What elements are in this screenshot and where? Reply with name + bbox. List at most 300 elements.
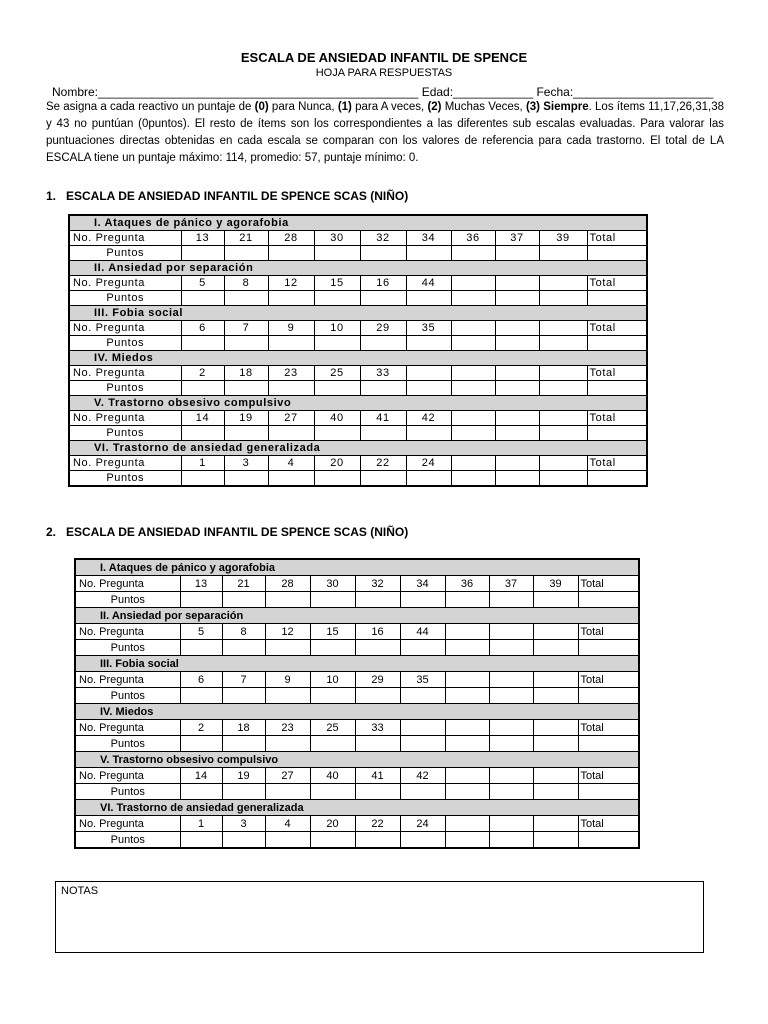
points-cell[interactable] <box>355 688 400 704</box>
question-row <box>75 576 639 592</box>
subscale-header-row <box>69 396 647 411</box>
question-row <box>75 624 639 640</box>
points-cell[interactable] <box>451 246 495 261</box>
points-cell[interactable] <box>314 426 360 441</box>
points-cell[interactable] <box>445 736 489 752</box>
points-row <box>69 381 647 396</box>
points-cell[interactable] <box>495 381 539 396</box>
question-number-cell <box>533 768 578 784</box>
points-cell[interactable] <box>224 246 268 261</box>
subscale-title: V. Trastorno obsesivo compulsivo <box>69 396 647 411</box>
question-number-cell: 37 <box>489 576 533 592</box>
question-number-cell <box>533 624 578 640</box>
points-cell[interactable] <box>310 784 355 800</box>
points-cell[interactable] <box>539 426 587 441</box>
subscale-header-row <box>75 608 639 624</box>
points-cell[interactable] <box>445 832 489 849</box>
question-number-cell: 41 <box>355 768 400 784</box>
question-row <box>69 456 647 471</box>
points-cell[interactable] <box>406 336 451 351</box>
points-cell[interactable] <box>314 381 360 396</box>
points-cell[interactable] <box>360 336 406 351</box>
points-cell[interactable] <box>400 784 445 800</box>
question-number-cell: 34 <box>406 231 451 246</box>
document-subtitle: HOJA PARA RESPUESTAS <box>315 67 453 79</box>
subscale-header-row <box>75 656 639 672</box>
intro-text: Muchas Veces, <box>441 101 526 113</box>
points-cell[interactable] <box>268 246 314 261</box>
total-points-cell[interactable] <box>587 291 647 306</box>
points-cell[interactable] <box>360 291 406 306</box>
intro-text: . Los ítems 11,17,26,31,38 y 43 no puntúan (0puntos). El resto de ítems son los correspondientes a las diferentes sub escalas evaluadas. Para valorar las puntuaciones directas obtenidas en cada escala se comparan con los valores de referencia para cada trastorno. El total de LA ESCALA tiene un puntaje máximo: 114, promedio: 57, puntaje mínimo: 0. <box>46 101 725 164</box>
points-cell[interactable] <box>400 640 445 656</box>
points-cell[interactable] <box>533 640 578 656</box>
total-label-cell: Total <box>578 624 639 640</box>
points-cell[interactable] <box>539 246 587 261</box>
points-cell[interactable] <box>533 784 578 800</box>
question-number-cell: 20 <box>310 816 355 832</box>
instructions-paragraph <box>46 99 724 167</box>
question-number-cell: 44 <box>406 276 451 291</box>
points-cell[interactable] <box>495 426 539 441</box>
question-number-cell <box>489 720 533 736</box>
total-label-cell: Total <box>587 276 647 291</box>
question-number-cell <box>495 456 539 471</box>
points-cell[interactable] <box>310 832 355 849</box>
points-cell[interactable] <box>180 640 222 656</box>
question-number-cell <box>539 456 587 471</box>
points-cell[interactable] <box>451 381 495 396</box>
points-cell[interactable] <box>406 381 451 396</box>
points-cell[interactable] <box>181 381 224 396</box>
question-number-cell <box>539 366 587 381</box>
intro-score-3: (3) <box>525 101 541 113</box>
points-cell[interactable] <box>360 471 406 487</box>
points-cell[interactable] <box>400 592 445 608</box>
points-cell[interactable] <box>222 784 265 800</box>
question-number-cell: 18 <box>224 366 268 381</box>
subscale-header-row <box>69 306 647 321</box>
notes-label: NOTAS <box>61 885 99 897</box>
points-cell[interactable] <box>181 336 224 351</box>
points-cell[interactable] <box>355 784 400 800</box>
question-row-label: No. Pregunta <box>69 321 181 336</box>
points-cell[interactable] <box>265 640 310 656</box>
points-cell[interactable] <box>495 336 539 351</box>
points-cell[interactable] <box>489 688 533 704</box>
points-cell[interactable] <box>489 640 533 656</box>
total-label-cell: Total <box>578 720 639 736</box>
question-number-cell <box>495 321 539 336</box>
intro-score-2: (2) <box>427 101 442 113</box>
points-cell[interactable] <box>310 688 355 704</box>
question-number-cell: 6 <box>180 672 222 688</box>
points-cell[interactable] <box>224 381 268 396</box>
points-cell[interactable] <box>224 291 268 306</box>
subscale-title: III. Fobia social <box>75 656 639 672</box>
question-number-cell <box>533 816 578 832</box>
question-number-cell <box>489 672 533 688</box>
question-number-cell <box>406 366 451 381</box>
question-row-label: No. Pregunta <box>75 816 180 832</box>
question-number-cell: 16 <box>360 276 406 291</box>
subscale-title: VI. Trastorno de ansiedad generalizada <box>75 800 639 816</box>
points-cell[interactable] <box>180 736 222 752</box>
intro-score-0: (0) <box>254 101 269 113</box>
question-number-cell: 3 <box>224 456 268 471</box>
points-cell[interactable] <box>222 592 265 608</box>
points-cell[interactable] <box>268 381 314 396</box>
total-points-cell[interactable] <box>587 471 647 487</box>
question-row <box>75 672 639 688</box>
subscale-title: VI. Trastorno de ansiedad generalizada <box>69 441 647 456</box>
points-cell[interactable] <box>533 736 578 752</box>
subscale-title: V. Trastorno obsesivo compulsivo <box>75 752 639 768</box>
intro-text: Se asigna a cada reactivo un puntaje de <box>46 101 255 113</box>
points-cell[interactable] <box>445 592 489 608</box>
points-cell[interactable] <box>265 592 310 608</box>
points-row <box>69 471 647 487</box>
question-number-cell: 5 <box>181 276 224 291</box>
total-label-cell: Total <box>578 768 639 784</box>
total-label-cell: Total <box>587 321 647 336</box>
points-cell[interactable] <box>451 336 495 351</box>
points-cell[interactable] <box>533 688 578 704</box>
intro-text: Siempre <box>540 101 589 113</box>
question-number-cell: 4 <box>268 456 314 471</box>
total-label-cell: Total <box>578 576 639 592</box>
question-row-label: No. Pregunta <box>69 276 181 291</box>
points-cell[interactable] <box>539 336 587 351</box>
points-cell[interactable] <box>451 426 495 441</box>
question-number-cell <box>489 624 533 640</box>
points-cell[interactable] <box>314 471 360 487</box>
question-number-cell: 23 <box>265 720 310 736</box>
points-cell[interactable] <box>406 246 451 261</box>
points-cell[interactable] <box>181 426 224 441</box>
question-row <box>69 321 647 336</box>
total-label-cell: Total <box>578 672 639 688</box>
question-number-cell: 29 <box>355 672 400 688</box>
points-cell[interactable] <box>355 736 400 752</box>
question-row-label: No. Pregunta <box>75 672 180 688</box>
points-cell[interactable] <box>265 784 310 800</box>
question-number-cell: 14 <box>181 411 224 426</box>
points-cell[interactable] <box>222 736 265 752</box>
question-number-cell: 35 <box>406 321 451 336</box>
points-row <box>75 592 639 608</box>
points-cell[interactable] <box>355 592 400 608</box>
scale-table-2 <box>74 558 640 849</box>
points-row-label: Puntos <box>75 592 180 608</box>
points-cell[interactable] <box>181 471 224 487</box>
total-label-cell: Total <box>578 816 639 832</box>
total-points-cell[interactable] <box>578 592 639 608</box>
points-row <box>75 832 639 849</box>
points-cell[interactable] <box>310 640 355 656</box>
question-number-cell: 7 <box>224 321 268 336</box>
total-points-cell[interactable] <box>578 640 639 656</box>
question-number-cell: 15 <box>310 624 355 640</box>
question-number-cell <box>445 672 489 688</box>
points-cell[interactable] <box>539 291 587 306</box>
intro-score-1: (1) <box>337 101 352 113</box>
question-number-cell: 36 <box>451 231 495 246</box>
points-cell[interactable] <box>310 592 355 608</box>
question-number-cell: 42 <box>406 411 451 426</box>
question-number-cell <box>451 456 495 471</box>
points-cell[interactable] <box>355 640 400 656</box>
question-number-cell: 29 <box>360 321 406 336</box>
points-row-label: Puntos <box>69 291 181 306</box>
points-cell[interactable] <box>451 291 495 306</box>
question-number-cell <box>445 624 489 640</box>
total-points-cell[interactable] <box>587 381 647 396</box>
question-number-cell: 21 <box>224 231 268 246</box>
subscale-header-row <box>75 704 639 720</box>
points-cell[interactable] <box>489 592 533 608</box>
points-cell[interactable] <box>314 246 360 261</box>
points-cell[interactable] <box>495 246 539 261</box>
points-row-label: Puntos <box>69 471 181 487</box>
points-cell[interactable] <box>533 592 578 608</box>
points-row-label: Puntos <box>69 426 181 441</box>
question-number-cell: 32 <box>355 576 400 592</box>
points-cell[interactable] <box>224 471 268 487</box>
question-number-cell: 2 <box>180 720 222 736</box>
question-number-cell: 1 <box>180 816 222 832</box>
question-number-cell: 16 <box>355 624 400 640</box>
subscale-title: III. Fobia social <box>69 306 647 321</box>
question-number-cell <box>539 321 587 336</box>
total-label-cell: Total <box>587 411 647 426</box>
question-number-cell: 25 <box>310 720 355 736</box>
points-cell[interactable] <box>495 291 539 306</box>
points-cell[interactable] <box>268 471 314 487</box>
total-label-cell: Total <box>587 366 647 381</box>
points-cell[interactable] <box>314 291 360 306</box>
points-cell[interactable] <box>360 426 406 441</box>
points-row <box>69 426 647 441</box>
question-number-cell: 30 <box>314 231 360 246</box>
question-number-cell <box>445 768 489 784</box>
points-cell[interactable] <box>445 688 489 704</box>
points-cell[interactable] <box>445 640 489 656</box>
question-number-cell: 33 <box>360 366 406 381</box>
points-cell[interactable] <box>533 832 578 849</box>
subscale-header-row <box>69 351 647 366</box>
question-row-label: No. Pregunta <box>75 768 180 784</box>
question-number-cell: 44 <box>400 624 445 640</box>
question-number-cell <box>539 411 587 426</box>
points-row-label: Puntos <box>69 336 181 351</box>
points-cell[interactable] <box>445 784 489 800</box>
points-cell[interactable] <box>451 471 495 487</box>
points-row-label: Puntos <box>75 640 180 656</box>
subscale-title: I. Ataques de pánico y agorafobia <box>75 559 639 576</box>
points-cell[interactable] <box>180 592 222 608</box>
points-cell[interactable] <box>495 471 539 487</box>
points-cell[interactable] <box>222 640 265 656</box>
points-cell[interactable] <box>400 688 445 704</box>
points-cell[interactable] <box>406 291 451 306</box>
total-points-cell[interactable] <box>578 784 639 800</box>
subscale-header-row <box>69 261 647 276</box>
question-row <box>75 816 639 832</box>
question-number-cell <box>445 720 489 736</box>
points-row-label: Puntos <box>75 736 180 752</box>
total-points-cell[interactable] <box>578 688 639 704</box>
points-cell[interactable] <box>265 832 310 849</box>
points-cell[interactable] <box>400 736 445 752</box>
subscale-title: IV. Miedos <box>75 704 639 720</box>
total-points-cell[interactable] <box>578 736 639 752</box>
question-row-label: No. Pregunta <box>69 231 181 246</box>
points-row-label: Puntos <box>69 381 181 396</box>
points-cell[interactable] <box>181 291 224 306</box>
question-row-label: No. Pregunta <box>69 411 181 426</box>
question-number-cell: 23 <box>268 366 314 381</box>
question-number-cell: 4 <box>265 816 310 832</box>
points-row-label: Puntos <box>75 688 180 704</box>
points-cell[interactable] <box>360 381 406 396</box>
points-cell[interactable] <box>224 426 268 441</box>
question-number-cell: 33 <box>355 720 400 736</box>
question-number-cell: 3 <box>222 816 265 832</box>
points-cell[interactable] <box>406 471 451 487</box>
question-number-cell: 19 <box>224 411 268 426</box>
total-points-cell[interactable] <box>587 426 647 441</box>
points-cell[interactable] <box>400 832 445 849</box>
points-cell[interactable] <box>268 426 314 441</box>
question-number-cell <box>451 321 495 336</box>
points-cell[interactable] <box>180 832 222 849</box>
question-number-cell: 2 <box>181 366 224 381</box>
points-cell[interactable] <box>222 688 265 704</box>
question-number-cell: 9 <box>265 672 310 688</box>
points-cell[interactable] <box>355 832 400 849</box>
question-number-cell: 19 <box>222 768 265 784</box>
points-cell[interactable] <box>539 381 587 396</box>
question-row <box>75 720 639 736</box>
question-number-cell <box>451 411 495 426</box>
subscale-title: II. Ansiedad por separación <box>69 261 647 276</box>
points-cell[interactable] <box>224 336 268 351</box>
question-number-cell: 13 <box>180 576 222 592</box>
notes-box[interactable] <box>55 881 704 953</box>
question-row-label: No. Pregunta <box>69 456 181 471</box>
question-number-cell: 22 <box>360 456 406 471</box>
subscale-header-row <box>69 215 647 231</box>
question-number-cell <box>489 768 533 784</box>
points-cell[interactable] <box>180 688 222 704</box>
question-number-cell: 10 <box>310 672 355 688</box>
question-number-cell: 28 <box>268 231 314 246</box>
question-number-cell: 25 <box>314 366 360 381</box>
points-cell[interactable] <box>489 784 533 800</box>
points-cell[interactable] <box>181 246 224 261</box>
points-cell[interactable] <box>310 736 355 752</box>
points-row <box>75 736 639 752</box>
question-number-cell: 12 <box>265 624 310 640</box>
question-row <box>69 231 647 246</box>
subscale-title: II. Ansiedad por separación <box>75 608 639 624</box>
points-cell[interactable] <box>360 246 406 261</box>
points-cell[interactable] <box>539 471 587 487</box>
subscale-title: I. Ataques de pánico y agorafobia <box>69 215 647 231</box>
question-number-cell: 6 <box>181 321 224 336</box>
question-number-cell: 13 <box>181 231 224 246</box>
subscale-header-row <box>75 752 639 768</box>
question-number-cell: 39 <box>533 576 578 592</box>
question-number-cell <box>495 276 539 291</box>
question-number-cell: 27 <box>265 768 310 784</box>
question-row <box>69 411 647 426</box>
points-cell[interactable] <box>265 688 310 704</box>
points-cell[interactable] <box>265 736 310 752</box>
points-cell[interactable] <box>314 336 360 351</box>
points-cell[interactable] <box>489 832 533 849</box>
question-number-cell <box>539 276 587 291</box>
question-number-cell: 41 <box>360 411 406 426</box>
total-points-cell[interactable] <box>578 832 639 849</box>
question-number-cell <box>451 276 495 291</box>
question-number-cell: 24 <box>400 816 445 832</box>
question-row <box>69 276 647 291</box>
points-cell[interactable] <box>489 736 533 752</box>
points-row-label: Puntos <box>75 832 180 849</box>
points-cell[interactable] <box>268 291 314 306</box>
question-number-cell: 30 <box>310 576 355 592</box>
intro-text: para Nunca, <box>268 101 338 113</box>
question-number-cell <box>400 720 445 736</box>
question-number-cell <box>451 366 495 381</box>
intro-text: para A veces, <box>351 101 428 113</box>
question-number-cell: 32 <box>360 231 406 246</box>
total-points-cell[interactable] <box>587 246 647 261</box>
question-number-cell: 40 <box>314 411 360 426</box>
points-row-label: Puntos <box>69 246 181 261</box>
question-number-cell: 12 <box>268 276 314 291</box>
question-number-cell: 7 <box>222 672 265 688</box>
question-number-cell: 37 <box>495 231 539 246</box>
subscale-header-row <box>75 800 639 816</box>
question-row-label: No. Pregunta <box>75 720 180 736</box>
points-cell[interactable] <box>222 832 265 849</box>
total-points-cell[interactable] <box>587 336 647 351</box>
points-cell[interactable] <box>268 336 314 351</box>
question-number-cell: 36 <box>445 576 489 592</box>
question-number-cell <box>489 816 533 832</box>
question-number-cell: 14 <box>180 768 222 784</box>
points-row <box>69 336 647 351</box>
question-row-label: No. Pregunta <box>69 366 181 381</box>
total-label-cell: Total <box>587 231 647 246</box>
points-row <box>75 640 639 656</box>
subscale-title: IV. Miedos <box>69 351 647 366</box>
points-cell[interactable] <box>406 426 451 441</box>
question-row <box>75 768 639 784</box>
subscale-header-row <box>69 441 647 456</box>
question-row-label: No. Pregunta <box>75 576 180 592</box>
document-title: ESCALA DE ANSIEDAD INFANTIL DE SPENCE <box>240 50 528 65</box>
question-number-cell: 10 <box>314 321 360 336</box>
question-number-cell: 5 <box>180 624 222 640</box>
points-cell[interactable] <box>180 784 222 800</box>
question-number-cell <box>533 720 578 736</box>
points-row-label: Puntos <box>75 784 180 800</box>
question-number-cell: 35 <box>400 672 445 688</box>
